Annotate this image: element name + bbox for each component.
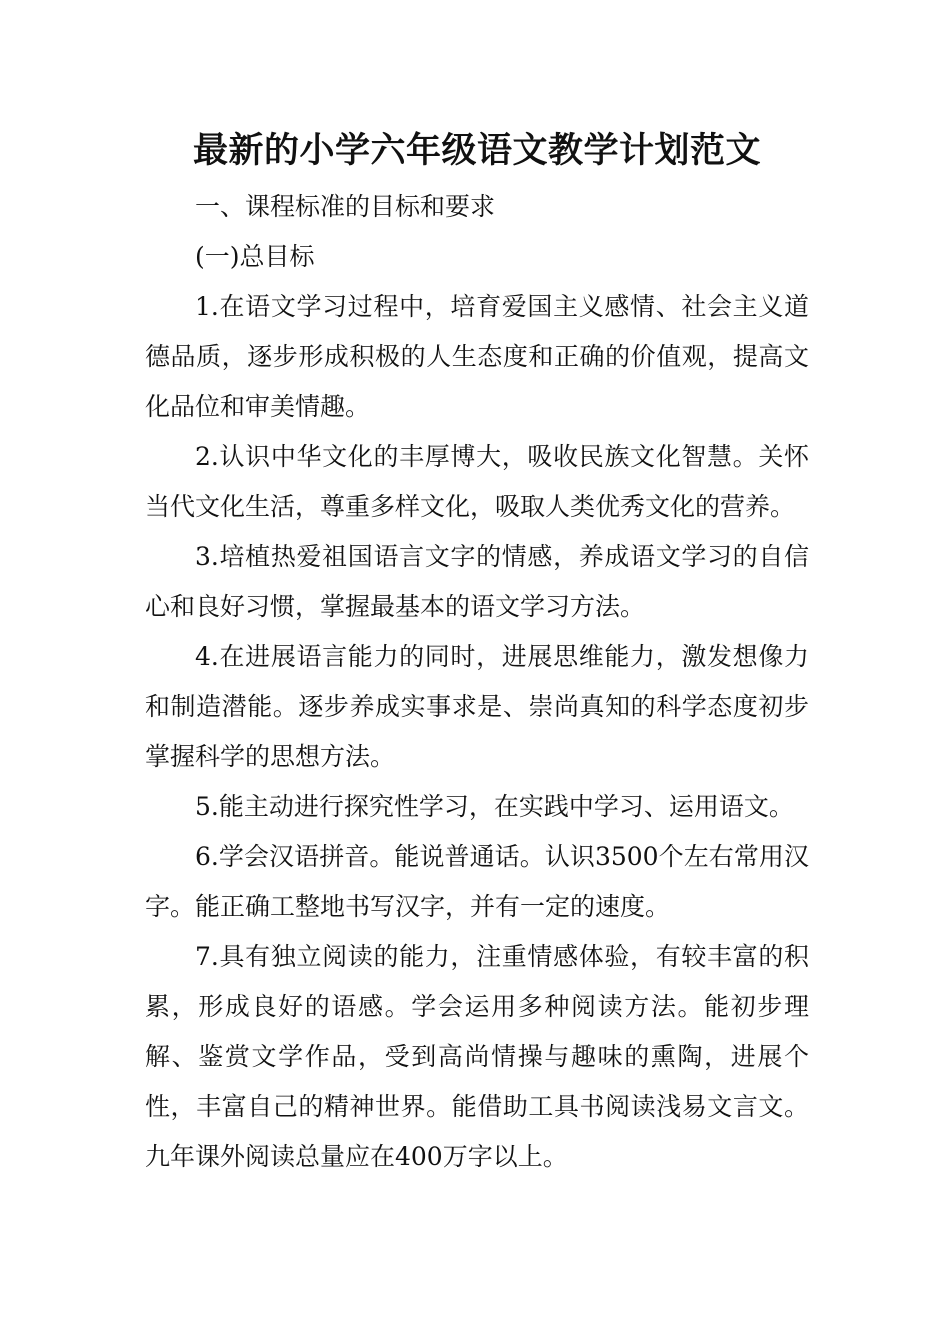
goal-paragraph-1: 1.在语文学习过程中，培育爱国主义感情、社会主义道德品质，逐步形成积极的人生态度和正确的价值观，提高文化品位和审美情趣。 [145,292,809,421]
goal-paragraph-7: 7.具有独立阅读的能力，注重情感体验，有较丰富的积累，形成良好的语感。学会运用多种阅读方法。能初步理解、鉴赏文学作品，受到高尚情操与趣味的熏陶，进展个性，丰富自己的精神世界。能借助工具书阅读浅易文言文。九年课外阅读总量应在400万字以上。 [145,942,809,1171]
document-page [145,128,809,1182]
goal-paragraph-3: 3.培植热爱祖国语言文字的情感，养成语文学习的自信心和良好习惯，掌握最基本的语文学习方法。 [145,542,809,621]
goal-paragraph-6: 6.学会汉语拼音。能说普通话。认识3500个左右常用汉字。能正确工整地书写汉字，并有一定的速度。 [145,842,809,921]
document-title: 最新的小学六年级语文教学计划范文 [192,131,761,171]
goal-paragraph-2: 2.认识中华文化的丰厚博大，吸收民族文化智慧。关怀当代文化生活，尊重多样文化，吸取人类优秀文化的营养。 [145,442,809,521]
subsection-heading: (一)总目标 [195,242,315,271]
section-heading: 一、课程标准的目标和要求 [195,192,496,221]
goal-paragraph-4: 4.在进展语言能力的同时，进展思维能力，激发想像力和制造潜能。逐步养成实事求是、崇尚真知的科学态度初步掌握科学的思想方法。 [145,642,809,771]
goal-paragraph-5: 5.能主动进行探究性学习，在实践中学习、运用语文。 [195,792,794,821]
